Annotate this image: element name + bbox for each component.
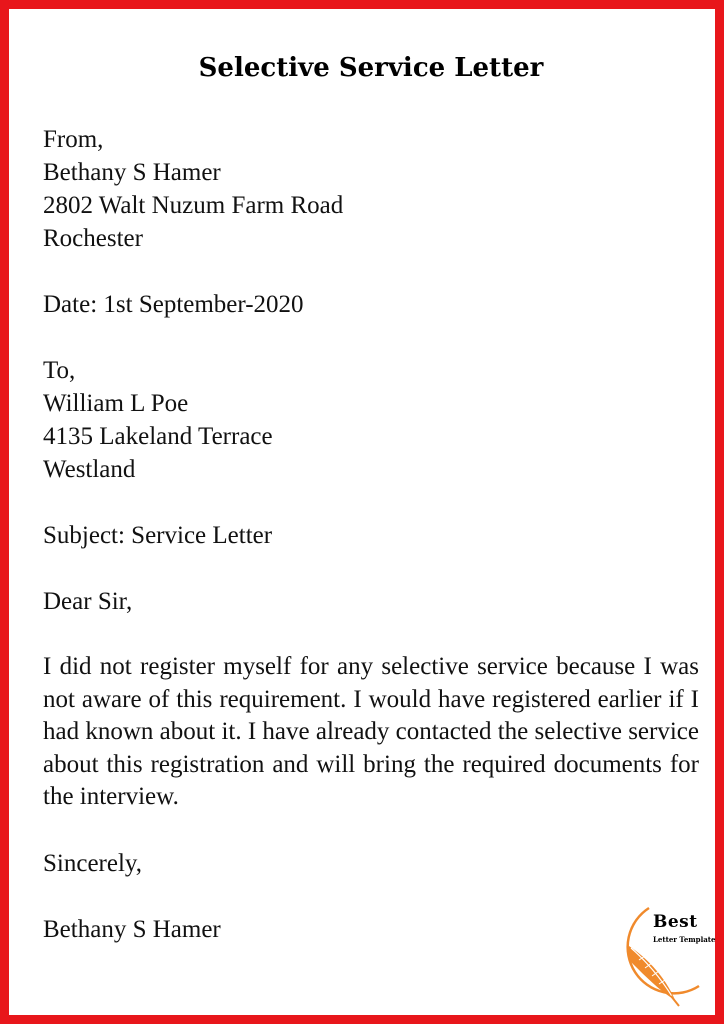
letter-body	[43, 123, 699, 946]
spacer	[43, 255, 699, 288]
recipient-name: William L Poe	[43, 390, 189, 417]
logo-wordmark: Best	[653, 912, 698, 932]
subject-line: Subject: Service Letter	[43, 522, 273, 549]
recipient-city: Westland	[43, 456, 136, 483]
spacer	[43, 618, 699, 651]
from-label: From,	[43, 126, 104, 153]
body-paragraph: I did not register myself for any selective service because I was not aware of this requirement. I would have registered earlier if I had known about it. I have already contacted the selective service about this registration and will bring the required documents for the interview.	[43, 653, 699, 810]
spacer	[43, 486, 699, 519]
to-label: To,	[43, 357, 76, 384]
signature-name: Bethany S Hamer	[43, 915, 221, 943]
sender-city: Rochester	[43, 225, 143, 252]
logo-tagline: Letter Template	[653, 935, 716, 944]
date-line: Date: 1st September-2020	[43, 291, 304, 318]
sender-street: 2802 Walt Nuzum Farm Road	[43, 192, 344, 219]
sender-name: Bethany S Hamer	[43, 159, 221, 186]
recipient-street: 4135 Lakeland Terrace	[43, 423, 273, 450]
salutation: Dear Sir,	[43, 588, 133, 615]
spacer	[43, 814, 699, 847]
spacer	[43, 321, 699, 354]
letter-title: Selective Service Letter	[198, 53, 544, 83]
brand-logo	[601, 902, 721, 1012]
closing: Sincerely,	[43, 849, 143, 877]
spacer	[43, 552, 699, 585]
